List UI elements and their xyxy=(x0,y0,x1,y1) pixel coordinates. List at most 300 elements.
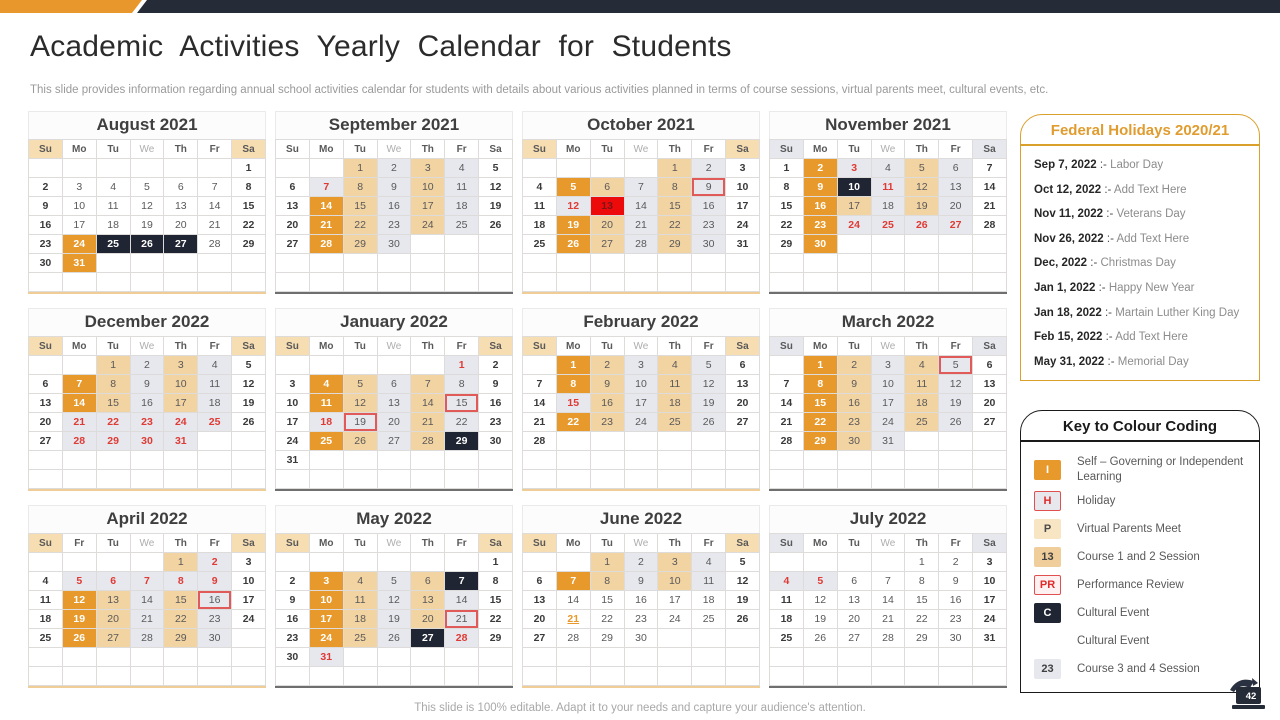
holiday-date: Nov 11, 2022 xyxy=(1034,208,1104,221)
day-cell: 20 xyxy=(837,610,871,629)
empty-day-cell xyxy=(198,667,232,686)
weekday-header: Th xyxy=(164,140,198,159)
day-cell: 14 xyxy=(62,394,96,413)
empty-day-cell xyxy=(590,648,624,667)
day-cell: 8 xyxy=(343,178,377,197)
day-cell: 26 xyxy=(939,413,973,432)
empty-day-cell xyxy=(770,470,804,489)
day-cell: 22 xyxy=(232,216,266,235)
day-cell: 23 xyxy=(130,413,164,432)
day-cell: 13 xyxy=(96,591,130,610)
day-cell: 15 xyxy=(232,197,266,216)
day-cell: 9 xyxy=(276,591,310,610)
day-cell: 16 xyxy=(130,394,164,413)
empty-day-cell xyxy=(590,432,624,451)
weekday-header: Sa xyxy=(973,534,1007,553)
weekday-header: Tu xyxy=(837,337,871,356)
empty-day-cell xyxy=(164,159,198,178)
day-cell: 23 xyxy=(29,235,63,254)
empty-day-cell xyxy=(164,648,198,667)
day-cell: 8 xyxy=(905,572,939,591)
day-cell: 3 xyxy=(232,553,266,572)
day-cell: 6 xyxy=(377,375,411,394)
weekday-header: Sa xyxy=(479,337,513,356)
empty-day-cell xyxy=(62,470,96,489)
day-cell: 10 xyxy=(62,197,96,216)
empty-day-cell xyxy=(590,159,624,178)
holiday-item xyxy=(1034,227,1255,252)
day-cell: 31 xyxy=(871,432,905,451)
day-cell: 5 xyxy=(130,178,164,197)
empty-day-cell xyxy=(130,648,164,667)
legend-label: Self – Governing or Independent Learning xyxy=(1077,456,1244,483)
empty-day-cell xyxy=(232,470,266,489)
day-cell: 16 xyxy=(837,394,871,413)
day-cell: 7 xyxy=(770,375,804,394)
day-cell: 3 xyxy=(658,553,692,572)
day-cell: 22 xyxy=(803,413,837,432)
day-cell: 17 xyxy=(871,394,905,413)
day-cell: 27 xyxy=(411,629,445,648)
empty-day-cell xyxy=(232,451,266,470)
day-cell: 13 xyxy=(590,197,624,216)
day-cell: 13 xyxy=(837,591,871,610)
day-cell: 4 xyxy=(343,572,377,591)
education-laptop-icon xyxy=(1224,674,1272,718)
legend-label: Cultural Event xyxy=(1077,634,1150,647)
empty-day-cell xyxy=(973,451,1007,470)
day-cell: 24 xyxy=(624,413,658,432)
empty-day-cell xyxy=(479,648,513,667)
weekday-header: Mo xyxy=(556,337,590,356)
day-cell: 8 xyxy=(590,572,624,591)
day-cell: 5 xyxy=(62,572,96,591)
holiday-date: Feb 15, 2022 xyxy=(1034,331,1103,344)
day-cell: 10 xyxy=(973,572,1007,591)
day-cell: 31 xyxy=(164,432,198,451)
day-cell: 5 xyxy=(556,178,590,197)
holiday-item xyxy=(1034,251,1255,276)
day-cell: 19 xyxy=(479,197,513,216)
day-cell: 12 xyxy=(726,572,760,591)
day-cell: 18 xyxy=(29,610,63,629)
day-cell: 3 xyxy=(726,159,760,178)
day-cell: 9 xyxy=(479,375,513,394)
empty-day-cell xyxy=(377,273,411,292)
empty-day-cell xyxy=(445,451,479,470)
day-cell: 17 xyxy=(309,610,343,629)
empty-day-cell xyxy=(343,356,377,375)
legend-item xyxy=(1034,546,1255,568)
day-cell: 25 xyxy=(198,413,232,432)
day-cell: 20 xyxy=(726,394,760,413)
empty-day-cell xyxy=(692,629,726,648)
empty-day-cell xyxy=(343,451,377,470)
empty-day-cell xyxy=(803,254,837,273)
weekday-header: Fr xyxy=(62,534,96,553)
empty-day-cell xyxy=(276,470,310,489)
weekday-header: Mo xyxy=(309,337,343,356)
day-cell: 1 xyxy=(343,159,377,178)
empty-day-cell xyxy=(343,553,377,572)
weekday-header: Sa xyxy=(232,140,266,159)
empty-day-cell xyxy=(377,667,411,686)
day-cell: 23 xyxy=(624,610,658,629)
empty-day-cell xyxy=(343,273,377,292)
day-cell: 9 xyxy=(837,375,871,394)
day-cell: 21 xyxy=(770,413,804,432)
holiday-separator: :- xyxy=(1101,183,1114,196)
day-cell: 19 xyxy=(377,610,411,629)
day-cell: 13 xyxy=(164,197,198,216)
month-title: November 2021 xyxy=(769,111,1007,139)
day-cell: 10 xyxy=(164,375,198,394)
month-calendar xyxy=(28,505,266,688)
holiday-label: Happy New Year xyxy=(1108,281,1195,294)
day-cell: 26 xyxy=(726,610,760,629)
empty-day-cell xyxy=(556,432,590,451)
colour-key-panel xyxy=(1020,410,1260,693)
day-cell: 11 xyxy=(198,375,232,394)
empty-day-cell xyxy=(590,273,624,292)
empty-day-cell xyxy=(726,432,760,451)
day-cell: 26 xyxy=(556,235,590,254)
empty-day-cell xyxy=(770,648,804,667)
day-cell: 16 xyxy=(377,197,411,216)
weekday-header: Fr xyxy=(445,534,479,553)
empty-day-cell xyxy=(770,254,804,273)
day-cell: 28 xyxy=(770,432,804,451)
weekday-header: Tu xyxy=(837,534,871,553)
day-cell: 1 xyxy=(556,356,590,375)
empty-day-cell xyxy=(96,648,130,667)
empty-day-cell xyxy=(871,235,905,254)
day-cell: 17 xyxy=(411,197,445,216)
empty-day-cell xyxy=(624,159,658,178)
day-cell: 1 xyxy=(96,356,130,375)
day-cell: 7 xyxy=(973,159,1007,178)
weekday-header: We xyxy=(624,337,658,356)
day-cell: 14 xyxy=(309,197,343,216)
day-cell: 11 xyxy=(658,375,692,394)
day-cell: 15 xyxy=(479,591,513,610)
day-cell: 27 xyxy=(523,629,557,648)
day-cell: 6 xyxy=(523,572,557,591)
federal-holidays-list xyxy=(1021,146,1259,380)
day-cell: 29 xyxy=(803,432,837,451)
day-cell: 16 xyxy=(803,197,837,216)
weekday-header: Th xyxy=(411,534,445,553)
day-cell: 25 xyxy=(29,629,63,648)
holiday-date: Jan 1, 2022 xyxy=(1034,281,1096,294)
day-cell: 7 xyxy=(309,178,343,197)
weekday-header: Su xyxy=(29,140,63,159)
empty-day-cell xyxy=(62,159,96,178)
day-cell: 2 xyxy=(837,356,871,375)
day-cell: 22 xyxy=(556,413,590,432)
holiday-item xyxy=(1034,153,1255,178)
empty-day-cell xyxy=(692,451,726,470)
empty-day-cell xyxy=(377,470,411,489)
empty-day-cell xyxy=(232,273,266,292)
empty-day-cell xyxy=(871,667,905,686)
empty-day-cell xyxy=(803,273,837,292)
day-cell: 17 xyxy=(973,591,1007,610)
day-cell: 30 xyxy=(479,432,513,451)
day-cell: 30 xyxy=(29,254,63,273)
day-cell: 30 xyxy=(624,629,658,648)
day-cell: 24 xyxy=(658,610,692,629)
day-cell: 15 xyxy=(590,591,624,610)
empty-day-cell xyxy=(232,254,266,273)
day-cell: 28 xyxy=(411,432,445,451)
weekday-header: Su xyxy=(523,337,557,356)
day-cell: 21 xyxy=(445,610,479,629)
day-cell: 25 xyxy=(871,216,905,235)
day-cell: 3 xyxy=(164,356,198,375)
empty-day-cell xyxy=(939,470,973,489)
empty-day-cell xyxy=(309,451,343,470)
empty-day-cell xyxy=(29,159,63,178)
day-cell: 20 xyxy=(96,610,130,629)
weekday-header: Mo xyxy=(62,140,96,159)
day-cell: 29 xyxy=(479,629,513,648)
weekday-header: Mo xyxy=(309,140,343,159)
day-cell: 2 xyxy=(130,356,164,375)
day-cell: 19 xyxy=(905,197,939,216)
month-title: July 2022 xyxy=(769,505,1007,533)
day-cell: 23 xyxy=(276,629,310,648)
weekday-header: We xyxy=(871,534,905,553)
empty-day-cell xyxy=(871,648,905,667)
day-cell: 15 xyxy=(803,394,837,413)
empty-day-cell xyxy=(198,470,232,489)
day-cell: 1 xyxy=(658,159,692,178)
weekday-header: Fr xyxy=(198,140,232,159)
month-title: June 2022 xyxy=(522,505,760,533)
month-calendar xyxy=(28,308,266,491)
legend-item xyxy=(1034,630,1255,652)
day-cell: 19 xyxy=(130,216,164,235)
empty-day-cell xyxy=(29,273,63,292)
empty-day-cell xyxy=(276,254,310,273)
weekday-header: Fr xyxy=(445,140,479,159)
day-cell: 14 xyxy=(523,394,557,413)
day-cell: 17 xyxy=(164,394,198,413)
day-cell: 27 xyxy=(726,413,760,432)
day-cell: 23 xyxy=(479,413,513,432)
day-cell: 9 xyxy=(692,178,726,197)
day-cell: 29 xyxy=(164,629,198,648)
day-cell: 19 xyxy=(62,610,96,629)
day-cell: 13 xyxy=(276,197,310,216)
day-cell: 10 xyxy=(232,572,266,591)
empty-day-cell xyxy=(973,254,1007,273)
legend-label: Cultural Event xyxy=(1077,606,1150,619)
day-cell: 8 xyxy=(445,375,479,394)
empty-day-cell xyxy=(726,648,760,667)
empty-day-cell xyxy=(276,667,310,686)
top-accent-orange-segment xyxy=(0,0,142,13)
holiday-separator: :- xyxy=(1096,159,1111,171)
empty-day-cell xyxy=(770,356,804,375)
day-cell: 30 xyxy=(198,629,232,648)
day-cell: 4 xyxy=(871,159,905,178)
month-title: April 2022 xyxy=(28,505,266,533)
day-cell: 1 xyxy=(803,356,837,375)
top-accent-bar xyxy=(0,0,1280,13)
day-cell: 15 xyxy=(658,197,692,216)
day-cell: 16 xyxy=(29,216,63,235)
weekday-header: Th xyxy=(905,337,939,356)
day-cell: 16 xyxy=(624,591,658,610)
day-cell: 22 xyxy=(770,216,804,235)
empty-day-cell xyxy=(164,470,198,489)
empty-day-cell xyxy=(411,235,445,254)
empty-day-cell xyxy=(411,254,445,273)
empty-day-cell xyxy=(411,356,445,375)
day-cell: 21 xyxy=(198,216,232,235)
empty-day-cell xyxy=(556,553,590,572)
empty-day-cell xyxy=(232,629,266,648)
empty-day-cell xyxy=(770,667,804,686)
empty-day-cell xyxy=(692,470,726,489)
day-cell: 22 xyxy=(164,610,198,629)
empty-day-cell xyxy=(96,553,130,572)
empty-day-cell xyxy=(837,254,871,273)
month-title: January 2022 xyxy=(275,308,513,336)
legend-chip-none xyxy=(1034,631,1061,651)
empty-day-cell xyxy=(658,273,692,292)
empty-day-cell xyxy=(29,451,63,470)
day-cell: 8 xyxy=(658,178,692,197)
day-cell: 1 xyxy=(770,159,804,178)
empty-day-cell xyxy=(164,254,198,273)
day-cell: 12 xyxy=(905,178,939,197)
empty-day-cell xyxy=(411,667,445,686)
day-cell: 10 xyxy=(837,178,871,197)
empty-day-cell xyxy=(343,667,377,686)
legend-chip-holiday: H xyxy=(1034,491,1061,511)
empty-day-cell xyxy=(164,667,198,686)
weekday-header: Sa xyxy=(232,534,266,553)
day-cell: 1 xyxy=(479,553,513,572)
day-cell: 31 xyxy=(309,648,343,667)
slide-number-badge xyxy=(1224,674,1272,718)
empty-day-cell xyxy=(377,648,411,667)
federal-holidays-title: Federal Holidays 2020/21 xyxy=(1021,115,1259,146)
day-cell: 6 xyxy=(96,572,130,591)
legend-label: Holiday xyxy=(1077,494,1116,507)
weekday-header: Tu xyxy=(837,140,871,159)
day-cell: 23 xyxy=(692,216,726,235)
empty-day-cell xyxy=(198,451,232,470)
day-cell: 25 xyxy=(658,413,692,432)
empty-day-cell xyxy=(837,648,871,667)
day-cell: 9 xyxy=(377,178,411,197)
empty-day-cell xyxy=(309,273,343,292)
day-cell: 10 xyxy=(658,572,692,591)
colour-key-title: Key to Colour Coding xyxy=(1021,411,1259,442)
weekday-header: Su xyxy=(770,337,804,356)
empty-day-cell xyxy=(973,667,1007,686)
day-cell: 28 xyxy=(309,235,343,254)
empty-day-cell xyxy=(973,470,1007,489)
empty-day-cell xyxy=(556,667,590,686)
day-cell: 6 xyxy=(590,178,624,197)
day-cell: 2 xyxy=(29,178,63,197)
empty-day-cell xyxy=(624,648,658,667)
empty-day-cell xyxy=(770,273,804,292)
empty-day-cell xyxy=(692,667,726,686)
day-cell: 11 xyxy=(692,572,726,591)
day-cell: 21 xyxy=(62,413,96,432)
day-cell: 26 xyxy=(692,413,726,432)
weekday-header: Tu xyxy=(96,140,130,159)
weekday-header: Su xyxy=(770,140,804,159)
day-cell: 2 xyxy=(590,356,624,375)
empty-day-cell xyxy=(590,470,624,489)
empty-day-cell xyxy=(96,470,130,489)
month-calendar xyxy=(769,505,1007,688)
empty-day-cell xyxy=(770,553,804,572)
empty-day-cell xyxy=(96,273,130,292)
day-cell: 13 xyxy=(377,394,411,413)
month-calendar xyxy=(275,111,513,294)
empty-day-cell xyxy=(523,159,557,178)
holiday-label: Add Text Here xyxy=(1116,232,1190,245)
day-cell: 20 xyxy=(377,413,411,432)
holiday-item xyxy=(1034,325,1255,350)
day-cell: 24 xyxy=(309,629,343,648)
day-cell: 12 xyxy=(803,591,837,610)
day-cell: 31 xyxy=(62,254,96,273)
day-cell: 15 xyxy=(905,591,939,610)
empty-day-cell xyxy=(905,667,939,686)
legend-label: Virtual Parents Meet xyxy=(1077,522,1181,535)
weekday-header: We xyxy=(624,534,658,553)
empty-day-cell xyxy=(871,273,905,292)
day-cell: 5 xyxy=(803,572,837,591)
day-cell: 30 xyxy=(837,432,871,451)
day-cell: 15 xyxy=(96,394,130,413)
weekday-header: We xyxy=(377,534,411,553)
day-cell: 27 xyxy=(939,216,973,235)
day-cell: 5 xyxy=(692,356,726,375)
weekday-header: We xyxy=(377,140,411,159)
day-cell: 1 xyxy=(445,356,479,375)
day-cell: 6 xyxy=(837,572,871,591)
legend-chip-peach: 13 xyxy=(1034,547,1061,567)
day-cell: 17 xyxy=(837,197,871,216)
day-cell: 27 xyxy=(837,629,871,648)
day-cell: 6 xyxy=(973,356,1007,375)
day-cell: 2 xyxy=(803,159,837,178)
day-cell: 5 xyxy=(377,572,411,591)
empty-day-cell xyxy=(973,273,1007,292)
day-cell: 30 xyxy=(377,235,411,254)
day-cell: 21 xyxy=(523,413,557,432)
empty-day-cell xyxy=(232,432,266,451)
empty-day-cell xyxy=(377,451,411,470)
empty-day-cell xyxy=(445,273,479,292)
empty-day-cell xyxy=(556,273,590,292)
day-cell: 11 xyxy=(309,394,343,413)
day-cell: 22 xyxy=(590,610,624,629)
day-cell: 13 xyxy=(29,394,63,413)
day-cell: 12 xyxy=(939,375,973,394)
day-cell: 25 xyxy=(523,235,557,254)
